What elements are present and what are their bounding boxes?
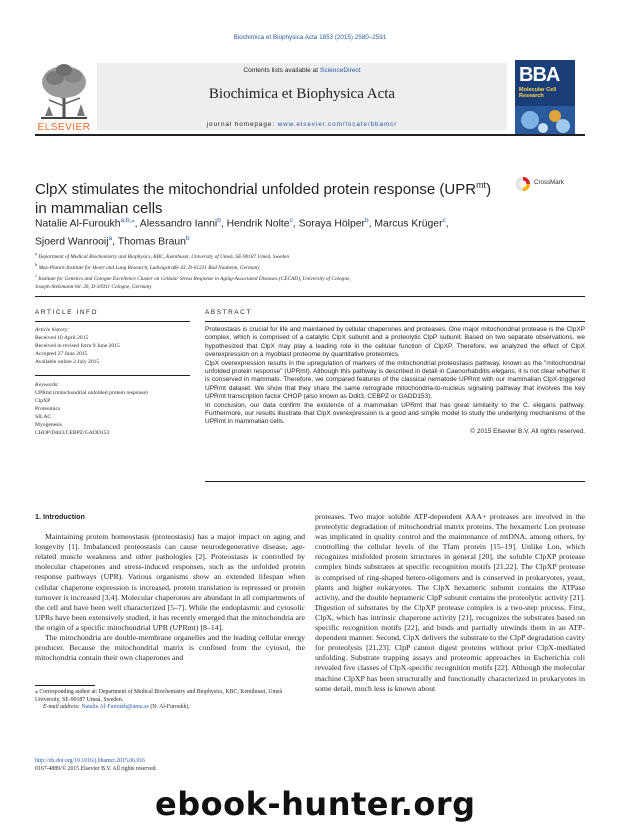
- history-label: Article history:: [35, 327, 70, 333]
- author-sep: ,: [445, 218, 449, 230]
- author-name[interactable]: Alessandro Ianni: [139, 218, 218, 230]
- author-name[interactable]: Hendrik Nolte: [226, 218, 290, 230]
- homepage-link[interactable]: www.elsevier.com/locate/bbamcr: [277, 121, 398, 128]
- contents-prefix: Contents lists available at: [243, 67, 320, 74]
- email-line: [35, 704, 305, 712]
- email-suffix: (N. Al-Furoukh).: [148, 704, 190, 711]
- history-item: Available online 2 July 2015: [35, 359, 100, 365]
- history-item: Accepted 27 June 2015: [35, 351, 88, 357]
- history-item: Received in revised form 9 June 2015: [35, 343, 120, 349]
- abstract-bottom-rule: [205, 481, 585, 482]
- body-paragraph: proteases. Two major soluble ATP-dependent AAA+ proteases are involved in the proteolytic degradation of mitochondrial matrix proteins. The hexameric Lon protease was implicated in quality control and the maintenance of mtDNA, among others, by controlling the cellular levels of the Tfam protein [15–19]. Unlike Lon, which recognizes misfolded protein structures in general [20], the soluble ClpXP protease complex binds substrates at specific recognition motifs [21,22]. The ClpXP protease is comprised of ring-shaped hetero-oligomers and is conserved in prokaryotes, yeast, plants and higher eukaryotes. The ClpX hexameric subunit contains the ATPase activity, and the double heptameric ClpP subunit contains the proteolytic activity [21]. Digestion of substrates by the ClpXP protease complex is a two-step process. First, ClpX, which has intrinsic chaperone activity [21], recognizes the substrates based on specific recognition motifs [22], and binds and partially unwinds them in an ATP-dependent manner. Second, ClpX delivers the substrate to the ClpP degradation cavity for proteolysis [21,23]. ClpP cannot digest proteins without prior ClpX-mediated unfolding. Substrate trapping assays and proteomic approaches in Escherichia coli revealed five classes of ClpX-specific recognition motifs [22]. Although the molecular machine ClpXP has been structurally and functionally characterized in prokaryotes in some detail, much less is known about: [315, 512, 585, 693]
- keyword: ClpXP: [35, 398, 51, 404]
- abstract-paragraph: ClpX overexpression results in the upregulation of markers of the mitochondrial proteostasis pathway, known as the "mitochondrial unfolded protein response" (UPRmt). Although this pathway is described in detail in Caenorhabditis elegans, it is not clear whether it is conserved in mammals. Therefore, we compared features of the classical nematode UPRmt with our mammalian ClpX-triggered UPRmt dataset. We show that they share the same retrograde mitochondria-to-nucleus signaling pathway that involves the key UPRmt transcription factor CHOP (also known as Ddit3, CEBPZ or GADD153).: [205, 359, 585, 401]
- author-affil-sup[interactable]: b: [365, 217, 369, 224]
- email-link[interactable]: Natalie.Al-Furoukh@umu.se: [81, 704, 149, 711]
- abstract-paragraph: In conclusion, our data confirm the existence of a mammalian UPRmt that has great similarity to the C. elegans pathway. Furthermore, our results illustrate that ClpX overexpression is a good and simple model to study the underlying mechanisms of the UPRmt in mammalian cells.: [205, 401, 585, 426]
- affiliation-text: Max-Planck-Institute for Heart and Lung Research, Ludwigstraße 43, D-61231 Bad Nauheim, Germany: [38, 264, 260, 271]
- history-item: Received 10 April 2015: [35, 335, 89, 341]
- author-affil-sup[interactable]: c: [289, 217, 293, 224]
- publisher-logo-text: ELSEVIER: [37, 122, 91, 133]
- keywords-block: [35, 381, 185, 437]
- title-rest: ) in mammalian cells: [35, 181, 492, 217]
- affiliation: [35, 261, 585, 272]
- author-sep: ,: [368, 218, 375, 230]
- issn-line: 0167-4889/© 2015 Elsevier B.V. All rights reserved.: [35, 765, 157, 772]
- affiliation-sup: b: [35, 261, 38, 267]
- email-label: E-mail address:: [43, 704, 82, 711]
- keyword: Myogenesis: [35, 422, 63, 428]
- abstract-heading: ABSTRACT: [205, 309, 252, 316]
- affiliations: [35, 250, 585, 291]
- keyword: Proteomics: [35, 406, 61, 412]
- journal-citation-link[interactable]: Biochimica et Biophysica Acta 1853 (2015) 2580–2591: [233, 34, 387, 41]
- article-info-divider: [35, 375, 190, 376]
- title-sup: mt: [476, 180, 487, 190]
- author-affil-sup[interactable]: b: [185, 235, 190, 243]
- journal-name: Biochimica et Biophysica Acta: [208, 86, 396, 102]
- contents-line: [97, 67, 507, 74]
- author-affil-sup[interactable]: c: [442, 217, 446, 224]
- right-column: [315, 512, 585, 694]
- keyword: CHOP/Ddit3/CEBPZ/GADD153: [35, 430, 110, 436]
- body-paragraph: The mitochondria are double-membrane organelles and the leading cellular energy producer. Because the mitochondrial matrix is confined from the cytosol, the mitochondria contain their own chaperones and: [35, 633, 305, 663]
- abstract-rule: [205, 321, 585, 322]
- article-title: [35, 176, 495, 218]
- journal-cover-image: [515, 60, 575, 135]
- intro-heading: 1. Introduction: [35, 512, 85, 521]
- article-info-heading: ARTICLE INFO: [35, 309, 99, 316]
- affiliation-text: Institute for Genetics and Cologne Excellence Cluster on Cellular Stress Response in Aging-Associated Diseases (CECAD), University of Cologne,: [38, 275, 351, 282]
- affiliation: [35, 272, 585, 283]
- affiliation: [35, 283, 585, 291]
- abstract-body: [205, 326, 585, 436]
- author-name[interactable]: Sjoerd Wanrooij: [35, 236, 109, 248]
- affiliation-sup: a: [35, 251, 37, 256]
- affiliation-text: Joseph-Stelzmann-Str. 26, D-50931 Cologne, Germany: [35, 283, 152, 290]
- doi-link[interactable]: http://dx.doi.org/10.1016/j.bbamcr.2015.06.016: [35, 758, 146, 764]
- sciencedirect-link[interactable]: ScienceDirect: [319, 67, 361, 74]
- footnote-rule: [35, 685, 95, 686]
- author-affil-sup[interactable]: a,b,⁎: [120, 217, 135, 224]
- affiliation-text: Department of Medical Biochemistry and Biophysics, KBC, Kemihuset, University of Umeå, SE-90187 Umeå, Sweden: [38, 253, 290, 260]
- abstract-paragraph: Proteostasis is crucial for life and maintained by cellular chaperones and proteases. One major mitochondrial protease is the ClpXP complex, which is comprised of a catalytic ClpX subunit and a proteolytic ClpP subunit. Based on two separate observations, we hypothesized that ClpX may play a leading role in the cellular function of ClpXP. Therefore, we analyzed the effect of ClpX overexpression on a myoblast proteome by quantitative proteomics.: [205, 326, 585, 359]
- keywords-label: Keywords:: [35, 382, 60, 388]
- crossmark-label: CrossMark: [534, 179, 564, 186]
- homepage-line: [97, 121, 507, 128]
- author-name[interactable]: Thomas Braun: [117, 236, 186, 248]
- author-sep: ,: [134, 218, 140, 230]
- copyright-line: © 2015 Elsevier B.V. All rights reserved.: [470, 427, 585, 435]
- article-history: [35, 326, 185, 366]
- left-column: [35, 512, 305, 663]
- cover-art: [515, 106, 575, 135]
- author-list: [35, 213, 585, 250]
- homepage-prefix: journal homepage:: [206, 121, 278, 128]
- author-sep: ,: [112, 236, 118, 248]
- cover-subtitle: Molecular Cell Research: [519, 87, 557, 99]
- cover-title: BBA: [519, 64, 560, 86]
- corresponding-footnote: [35, 689, 305, 712]
- crossmark-badge[interactable]: [515, 176, 585, 192]
- doi-block: [35, 758, 305, 773]
- author-name[interactable]: Marcus Krüger: [374, 218, 443, 230]
- keyword: UPRmt (mitochondrial unfolded protein response): [35, 390, 148, 396]
- author-sep: ,: [292, 218, 299, 230]
- crossmark-icon: [515, 176, 531, 192]
- author-affil-sup[interactable]: a: [108, 235, 113, 243]
- author-name[interactable]: Soraya Hölper: [298, 218, 365, 230]
- section-rule: [35, 296, 585, 297]
- author-sep: ,: [220, 218, 227, 230]
- author-affil-sup[interactable]: b: [217, 217, 221, 224]
- header-rule: [35, 134, 585, 136]
- article-info-rule: [35, 321, 190, 322]
- keyword: SILAC: [35, 414, 52, 420]
- title-main: ClpX stimulates the mitochondrial unfolded protein response (UPR: [35, 181, 477, 198]
- author-name[interactable]: Natalie Al-Furoukh: [35, 218, 121, 230]
- affiliation: [35, 250, 585, 261]
- body-paragraph: Maintaining protein homeostasis (proteostasis) has a major impact on aging and longevity [1]. Imbalanced proteostasis can cause neurodegenerative disease, age-related muscle weakness and other pathologies [2]. Proteostasis is controlled by molecular chaperones and stress-induced responses, such as the unfolded protein response pathways (UPR). Various organisms show an extended lifespan when cellular chaperone expression is increased, protein translation is repressed or protein turnover is increased [3,4]. Molecular chaperones are abundant in all compartments of the cell and have been well characterized [5–7]. While the endoplasmic and cytosolic UPRs have been extensively studied, it has recently emerged that the mitochondria are the origin of a specific mitochondrial UPR (UPRmt) [8–14].: [35, 532, 305, 632]
- affiliation-sup: c: [35, 272, 37, 278]
- corresponding-text: ⁎ Corresponding author at: Department of Medical Biochemistry and Biophysics, KBC, Kemihuset, Umeå University, SE-90187 Umeå, Sweden.: [35, 689, 283, 703]
- watermark-text: ebook-hunter.org: [155, 785, 476, 823]
